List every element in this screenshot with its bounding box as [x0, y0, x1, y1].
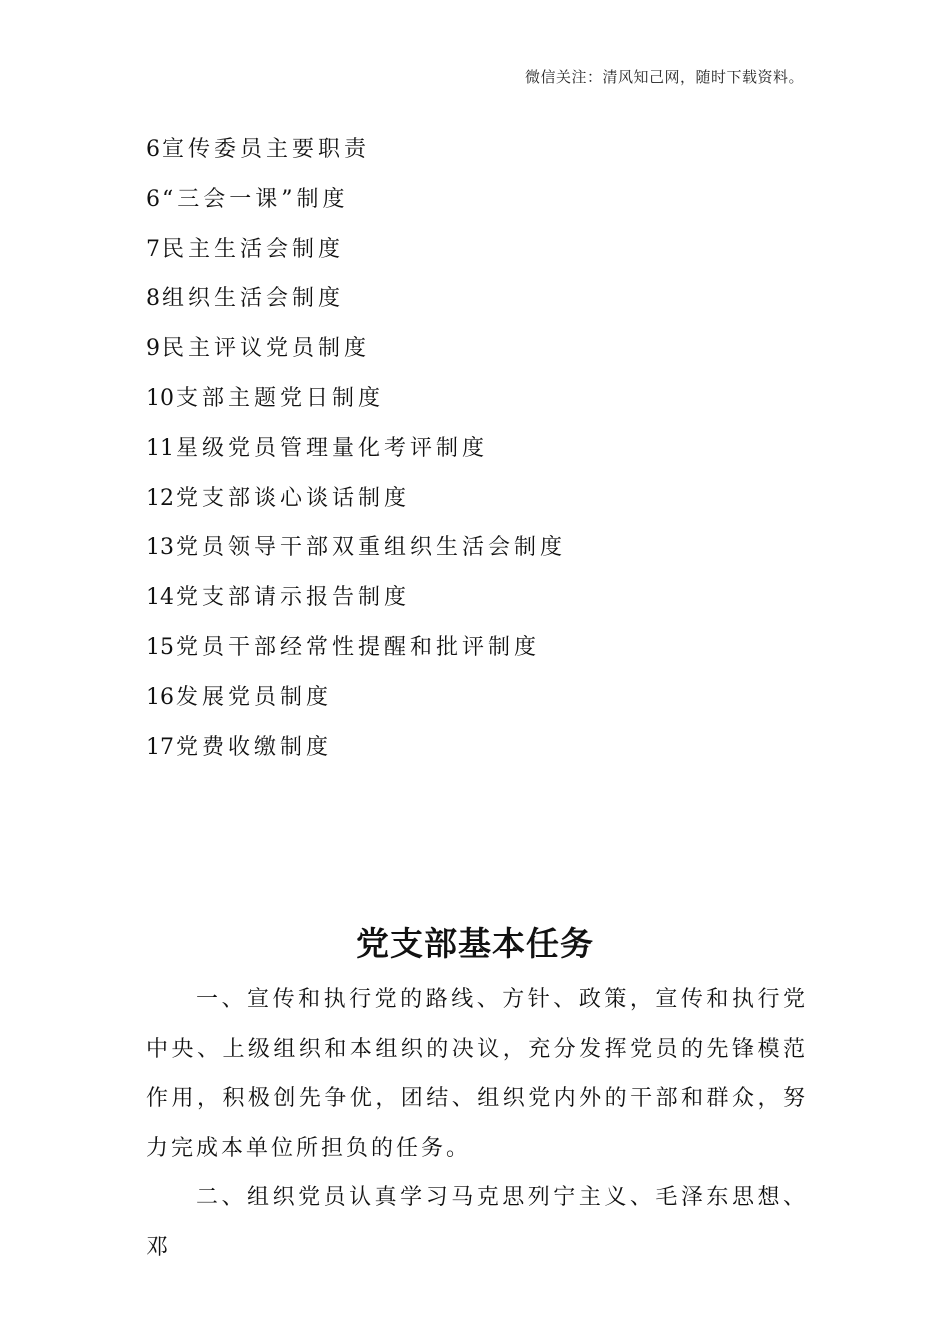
toc-item-number: 8 [146, 286, 160, 312]
toc-item [146, 526, 806, 576]
toc-item-title: 党支部谈心谈话制度 [176, 485, 411, 511]
toc-item [146, 477, 806, 527]
toc-item-title: 党费收缴制度 [176, 734, 333, 760]
toc-item-title: 发展党员制度 [176, 684, 333, 710]
toc-item [146, 726, 806, 776]
toc-item-number: 13 [146, 535, 174, 561]
section-body [146, 975, 808, 1272]
toc-item-title: 党支部请示报告制度 [176, 585, 411, 611]
toc-item [146, 377, 806, 427]
toc-item [146, 676, 806, 726]
toc-item-number: 7 [146, 236, 160, 262]
section-title: 党支部基本任务 [356, 924, 594, 963]
toc-item-number: 11 [146, 435, 174, 461]
toc-item-number: 6 [146, 186, 160, 212]
toc-item [146, 327, 806, 377]
toc-item-number: 15 [146, 634, 174, 660]
toc-item-title: 党员干部经常性提醒和批评制度 [176, 634, 541, 660]
toc-item [146, 427, 806, 477]
toc-item [146, 277, 806, 327]
toc-item-title: 支部主题党日制度 [176, 385, 385, 411]
toc-item [146, 228, 806, 278]
toc-item-number: 10 [146, 385, 174, 411]
toc-item-number: 14 [146, 585, 174, 611]
toc-item-title: “三会一课”制度 [162, 186, 349, 212]
toc-item-title: 民主评议党员制度 [162, 336, 371, 362]
toc-item-title: 民主生活会制度 [162, 236, 345, 262]
toc-item [146, 178, 806, 228]
toc-item [146, 626, 806, 676]
toc-item-title: 组织生活会制度 [162, 286, 345, 312]
toc-item-title: 星级党员管理量化考评制度 [176, 435, 489, 461]
header-note: 微信关注：清风知己网，随时下载资料。 [524, 68, 804, 86]
toc-item-number: 6 [146, 137, 160, 162]
body-paragraph: 一、宣传和执行党的路线、方针、政策，宣传和执行党中央、上级组织和本组织的决议，充分发挥党员的先锋模范作用，积极创先争优，团结、组织党内外的干部和群众，努力完成本单位所担负的任务。 [146, 987, 808, 1161]
body-paragraph: 二、组织党员认真学习马克思列宁主义、毛泽东思想、邓 [146, 1185, 808, 1260]
toc-item-number: 12 [146, 485, 174, 511]
toc-item-title: 党员领导干部双重组织生活会制度 [176, 535, 567, 561]
table-of-contents [146, 128, 806, 775]
toc-item-title: 宣传委员主要职责 [162, 137, 371, 162]
toc-item-number: 9 [146, 336, 160, 362]
toc-item-number: 16 [146, 684, 174, 710]
toc-item-number: 17 [146, 734, 174, 760]
toc-item [146, 576, 806, 626]
toc-item [146, 128, 806, 178]
